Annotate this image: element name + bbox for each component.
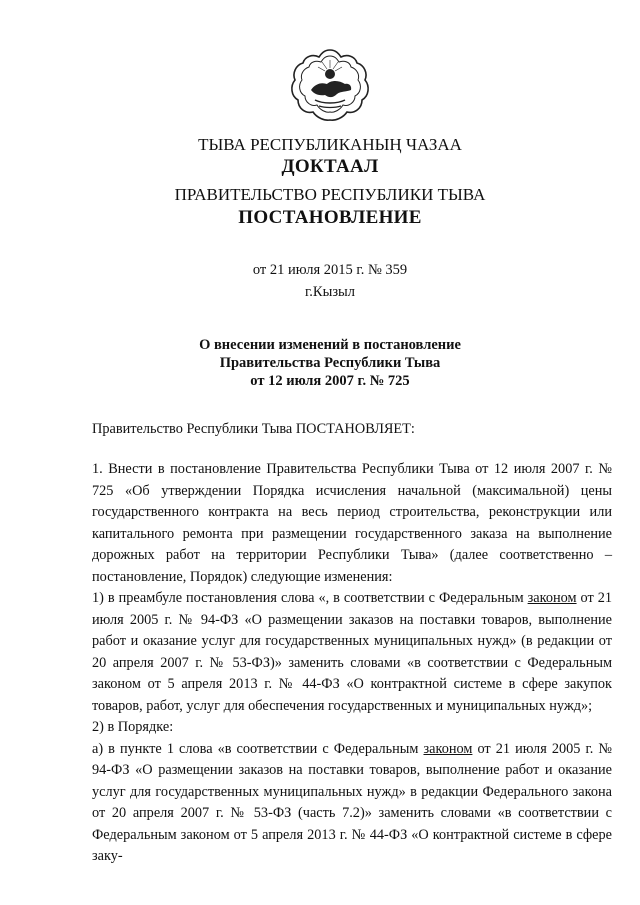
paragraph-4-text-b: от 21 июля 2005 г. № 94-ФЗ «О размещении заказов на поставки товаров, выполнение работ и оказание услуг для государственных муниципальных нужд» в редакции Федерального закона от 20 апреля 2007 г. № 53-ФЗ (часть 7.2)» заменить словами «в соответствии с Федеральным законом от 5 апреля 2013 г. № 44-ФЗ «О контрактной системе в сфере заку- [92,740,612,864]
paragraph-4 [92,739,612,868]
paragraph-2 [92,588,612,717]
tyva-document-type: ДОКТААЛ [281,156,379,177]
resolution-intro: Правительство Республики Тыва ПОСТАНОВЛЯЕТ: [92,421,415,437]
paragraph-2-text-a: 1) в преамбуле постановления слова «, в соответствии с Федеральным [92,590,528,606]
document-title-line-3: от 12 июля 2007 г. № 725 [250,373,410,389]
russian-government-heading: ПРАВИТЕЛЬСТВО РЕСПУБЛИКИ ТЫВА [174,185,486,204]
paragraph-2-text-b: от 21 июля 2005 г. № 94-ФЗ «О размещении заказов на поставки товаров, выполнение работ и оказание услуг для государственных муниципальных нужд» (в редакции от 20 апреля 2007 г. № 53-ФЗ)» заменить словами «в соответствии с Федеральным законом от 5 апреля 2013 г. № 44-ФЗ «О контрактной системе в сфере закупок товаров, работ, услуг для обеспечения государственных и муниципальных нужд»; [92,590,612,714]
document-title-line-2: Правительства Республики Тыва [219,355,441,371]
russian-document-type: ПОСТАНОВЛЕНИЕ [238,207,422,228]
document-city: г.Кызыл [304,284,356,300]
law-link[interactable]: законом [527,590,577,606]
paragraph-3: 2) в Порядке: [92,719,174,735]
coat-of-arms-emblem [289,46,371,124]
tyva-government-heading: ТЫВА РЕСПУБЛИКАНЫҢ ЧАЗАА [198,135,462,154]
document-body [92,459,612,868]
law-link[interactable]: законом [423,740,473,757]
paragraph-1: 1. Внести в постановление Правительства Республики Тыва от 12 июля 2007 г. № 725 «Об утверждении Порядка исчисления начальной (максимальной) цены государственного контракта на весь период строительства, реконструкции или капитального ремонта при размещении государственного заказа на выполнение дорожных работ на территории Республики Тыва» (далее соответственно – постановление, Порядок) следующие изменения: [92,461,612,585]
paragraph-4-text-a: а) в пункте 1 слова «в соответствии с Федеральным [92,740,424,757]
document-title-line-1: О внесении изменений в постановление [199,337,461,353]
document-date-number: от 21 июля 2015 г. № 359 [252,262,408,278]
